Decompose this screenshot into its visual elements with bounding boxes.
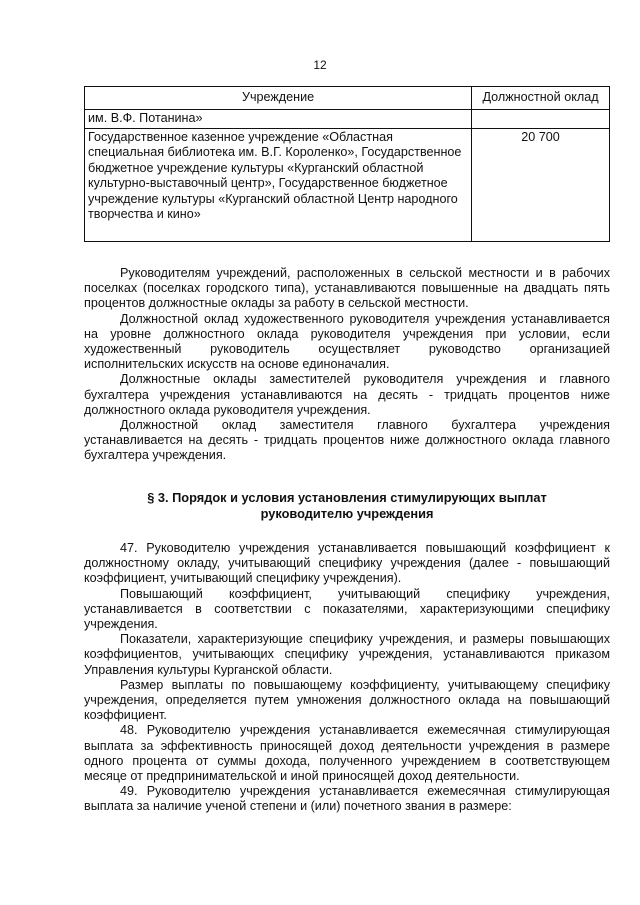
section-heading-line: § 3. Порядок и условия установления стимулирующих выплат	[147, 490, 547, 505]
salary-cell	[472, 110, 610, 129]
salary-cell: 20 700	[472, 129, 610, 242]
institution-cell: им. В.Ф. Потанина»	[85, 110, 472, 129]
salary-table	[84, 86, 610, 242]
header-institution: Учреждение	[85, 87, 472, 110]
section-heading-line: руководителю учреждения	[260, 505, 434, 521]
table-row	[85, 129, 610, 242]
paragraph: 49. Руководителю учреждения устанавливается ежемесячная стимулирующая выплата за наличие ученой степени и (или) почетного звания в размере:	[84, 784, 610, 814]
body-text-top	[84, 266, 610, 464]
paragraph: 47. Руководителю учреждения устанавливается повышающий коэффициент к должностному окладу, учитывающий специфику учреждения (далее - повышающий коэффициент, учитывающий специфику учреждения).	[84, 541, 610, 586]
paragraph: Должностные оклады заместителей руководителя учреждения и главного бухгалтера учреждения устанавливаются на десять - тридцать процентов ниже должностного оклада руководителя учреждения.	[84, 372, 610, 417]
paragraph: Показатели, характеризующие специфику учреждения, и размеры повышающих коэффициентов, учитывающих специфику учреждения, устанавливаются приказом Управления культуры Курганской области.	[84, 632, 610, 677]
header-salary: Должностной оклад	[472, 87, 610, 110]
institution-cell: Государственное казенное учреждение «Областная специальная библиотека им. В.Г. Короленко», Государственное бюджетное учреждение культуры «Курганский областной культурно-выставочный центр», Государственное бюджетное учреждение культуры «Курганский областной Центр народного творчества и кино»	[85, 129, 472, 242]
paragraph: Должностной оклад художественного руководителя учреждения устанавливается на уровне должностного оклада руководителя учреждения при условии, если художественный руководитель осуществляет руководство организацией исполнительских искусств на основе единоначалия.	[84, 311, 610, 372]
paragraph: Повышающий коэффициент, учитывающий специфику учреждения, устанавливается в соответствии с показателями, характеризующими специфику учреждения.	[84, 586, 610, 632]
paragraph: Руководителям учреждений, расположенных в сельской местности и в рабочих поселках (поселках городского типа), устанавливаются повышенные на двадцать пять процентов должностные оклады за работу в сельской местности.	[84, 266, 610, 311]
paragraph: Размер выплаты по повышающему коэффициенту, учитывающему специфику учреждения, определяется путем умножения должностного оклада на повышающий коэффициент.	[84, 677, 610, 723]
body-text-bottom	[84, 541, 610, 815]
section-heading	[84, 490, 610, 521]
table-row	[85, 110, 610, 129]
paragraph: Должностной оклад заместителя главного бухгалтера учреждения устанавливается на десять - тридцать процентов ниже должностного оклада главного бухгалтера учреждения.	[84, 418, 610, 463]
paragraph: 48. Руководителю учреждения устанавливается ежемесячная стимулирующая выплата за эффективность приносящей доход деятельности учреждения в размере одного процента от суммы дохода, полученного учреждением в соответствующем месяце от предпринимательской и иной приносящей доход деятельности.	[84, 723, 610, 784]
table-header-row	[85, 87, 610, 110]
page-number: 12	[313, 58, 327, 72]
